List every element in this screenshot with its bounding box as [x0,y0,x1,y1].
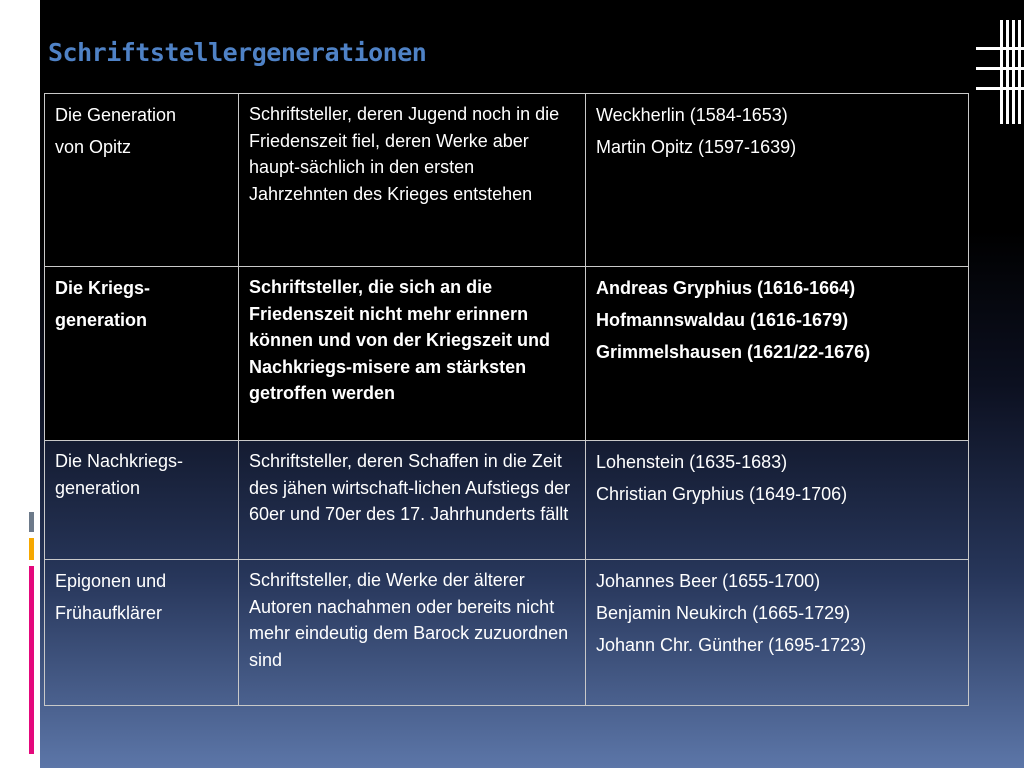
generation-label: Frühaufklärer [55,603,163,623]
generation-label: Epigonen und [55,571,167,591]
generation-label: von Opitz [55,137,132,157]
accent-magenta [29,566,34,754]
authors-cell [586,441,969,560]
authors-cell [586,267,969,441]
description-cell: Schriftsteller, die Werke der älterer Autoren nachahmen oder bereits nicht mehr eindeutig dem Barock zuzuordnen sind [239,560,586,706]
author-entry: Lohenstein (1635-1683) [596,452,788,472]
left-sidebar-strip [0,0,40,768]
generation-label: Die Generation [55,105,177,125]
generation-label: Die Nachkriegs-generation [55,451,184,498]
generation-cell [45,560,239,706]
description-cell: Schriftsteller, deren Schaffen in die Zeit des jähen wirtschaft-lichen Aufstiegs der 60er und 70er des 17. Jahrhunderts fällt [239,441,586,560]
generation-label: Die Kriegs- [55,278,151,298]
description-cell: Schriftsteller, deren Jugend noch in die Friedenszeit fiel, deren Werke aber haupt-sächlich in den ersten Jahrzehnten des Krieges entstehen [239,94,586,267]
slide-title: Schriftstellergenerationen [48,38,427,67]
author-entry: Weckherlin (1584-1653) [596,105,788,125]
description-cell: Schriftsteller, die sich an die Friedenszeit nicht mehr erinnern können und von der Kriegszeit und Nachkriegs-misere am stärksten getroffen werden [239,267,586,441]
author-entry: Benjamin Neukirch (1665-1729) [596,603,851,623]
accent-orange [29,538,34,560]
generation-cell [45,441,239,560]
author-entry: Johannes Beer (1655-1700) [596,571,821,591]
author-entry: Christian Gryphius (1649-1706) [596,484,848,504]
generation-cell [45,94,239,267]
author-entry: Grimmelshausen (1621/22-1676) [596,342,871,362]
table-row [45,94,969,267]
generation-cell [45,267,239,441]
author-entry: Andreas Gryphius (1616-1664) [596,278,856,298]
table-row [45,441,969,560]
author-entry: Johann Chr. Günther (1695-1723) [596,635,867,655]
generation-label: generation [55,310,148,330]
accent-gray [29,512,34,532]
authors-cell [586,560,969,706]
table-row [45,560,969,706]
generations-table [44,93,969,706]
authors-cell [586,94,969,267]
table-row [45,267,969,441]
author-entry: Hofmannswaldau (1616-1679) [596,310,849,330]
author-entry: Martin Opitz (1597-1639) [596,137,797,157]
